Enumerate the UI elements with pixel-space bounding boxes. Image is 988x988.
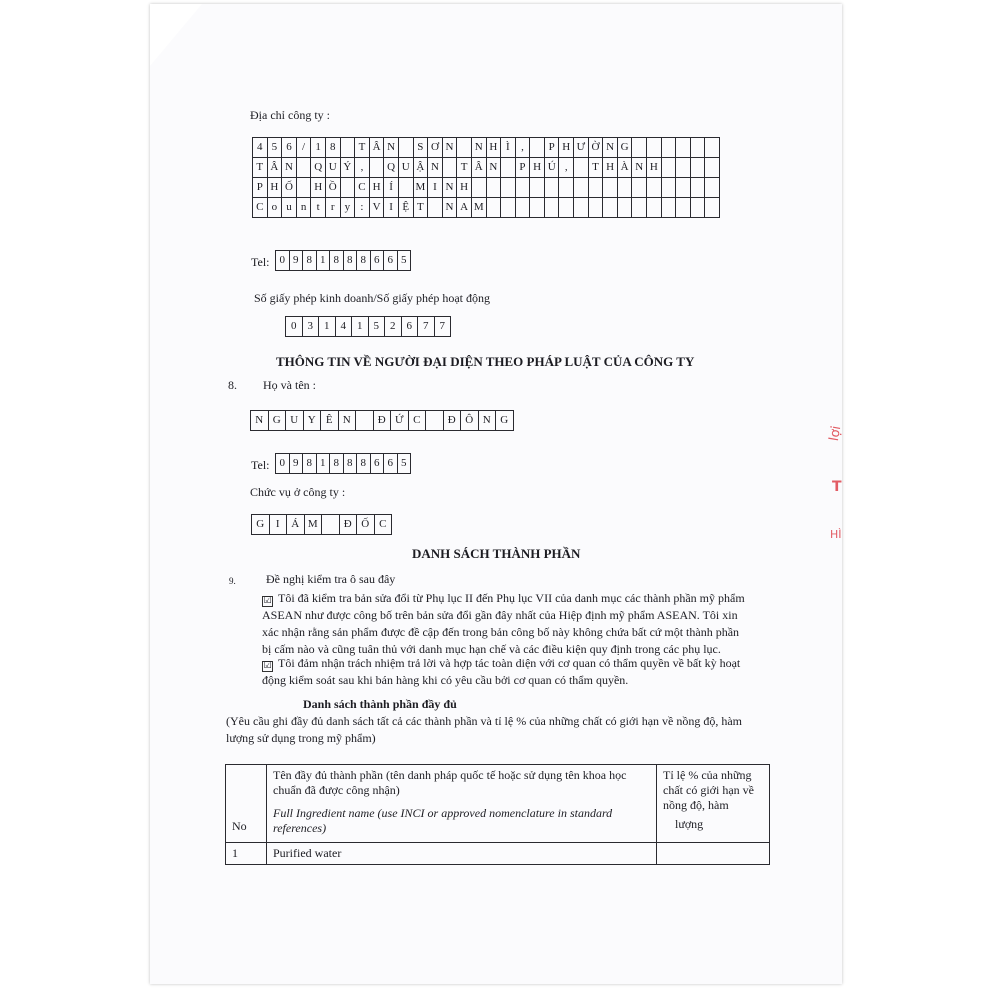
- address-char-cell: [676, 158, 691, 178]
- address-char-cell: [341, 138, 356, 158]
- address-char-cell: [662, 178, 677, 198]
- address-char-cell: À: [618, 158, 633, 178]
- address-char-cell: Q: [384, 158, 399, 178]
- address-char-cell: H: [311, 178, 326, 198]
- rep-tel-digit-cell: 8: [330, 454, 344, 474]
- address-char-cell: n: [297, 198, 312, 218]
- address-char-cell: [691, 138, 706, 158]
- address-char-cell: /: [297, 138, 312, 158]
- address-char-cell: [705, 138, 720, 158]
- license-digit-cell: 0: [286, 317, 303, 337]
- address-char-cell: I: [384, 198, 399, 218]
- address-char-cell: Ố: [282, 178, 297, 198]
- position-char-cell: G: [252, 515, 270, 535]
- name-char-cell: Ứ: [391, 411, 409, 431]
- name-char-cell: N: [479, 411, 497, 431]
- address-char-cell: Ậ: [414, 158, 429, 178]
- address-char-cell: ,: [355, 158, 370, 178]
- address-char-cell: A: [457, 198, 472, 218]
- address-char-cell: 8: [326, 138, 341, 158]
- address-char-cell: o: [268, 198, 283, 218]
- address-char-cell: 5: [268, 138, 283, 158]
- ingredients-heading: DANH SÁCH THÀNH PHẦN: [412, 546, 581, 561]
- address-char-cell: [501, 158, 516, 178]
- rep-tel-digit-cell: 0: [276, 454, 290, 474]
- address-char-cell: [530, 198, 545, 218]
- address-char-cell: t: [311, 198, 326, 218]
- declaration-paragraph-1: ☑ Tôi đã kiểm tra bản sửa đổi từ Phụ lục II đến Phụ lục VII của danh mục các thành phần mỹ phẩm ASEAN như được công bố trên bản sửa đổi gần đây nhất của Hiệp định mỹ phẩm ASEAN. Tôi xin xác nhận rằng sản phẩm được đề cập đến trong bản công bố này không chứa bất cứ một thành phần bị cấm nào và cũng tuân thủ với danh mục hạn chế và các điều kiện quy định trong các phụ lục.: [262, 591, 745, 656]
- address-char-cell: M: [414, 178, 429, 198]
- address-char-cell: [399, 138, 414, 158]
- position-char-cell: Đ: [340, 515, 358, 535]
- address-char-cell: Ệ: [399, 198, 414, 218]
- position-boxes: [251, 514, 392, 535]
- address-char-cell: T: [457, 158, 472, 178]
- company-tel-digit-cell: 5: [398, 251, 412, 271]
- address-char-cell: P: [545, 138, 560, 158]
- rep-tel-digit-cell: 8: [357, 454, 371, 474]
- address-char-cell: [341, 178, 356, 198]
- address-char-cell: N: [472, 138, 487, 158]
- license-boxes: [285, 316, 451, 337]
- name-char-cell: Ê: [321, 411, 339, 431]
- address-char-cell: r: [326, 198, 341, 218]
- company-tel-digit-cell: 6: [384, 251, 398, 271]
- address-char-cell: [676, 138, 691, 158]
- rep-tel-digit-cell: 1: [317, 454, 331, 474]
- license-label: Số giấy phép kinh doanh/Số giấy phép hoạt động: [254, 291, 490, 305]
- address-char-cell: Â: [370, 138, 385, 158]
- address-char-cell: C: [253, 198, 268, 218]
- license-digit-cell: 6: [402, 317, 419, 337]
- address-char-cell: Ơ: [428, 138, 443, 158]
- address-char-cell: N: [487, 158, 502, 178]
- name-boxes: [250, 410, 514, 431]
- stamp-fragment-2: T: [832, 479, 842, 495]
- address-char-cell: [705, 178, 720, 198]
- address-char-cell: H: [559, 138, 574, 158]
- header-ingredient-name: Tên đầy đủ thành phần (tên danh pháp quốc tế hoặc sử dụng tên khoa học chuẩn đã được công nhận) Full Ingredient name (use INCI or approved nomenclature in standard references): [267, 765, 657, 843]
- address-char-cell: Â: [472, 158, 487, 178]
- address-char-cell: H: [487, 138, 502, 158]
- address-char-cell: [545, 178, 560, 198]
- address-char-cell: 4: [253, 138, 268, 158]
- address-char-cell: Ờ: [589, 138, 604, 158]
- ingredients-table: [225, 764, 770, 865]
- license-digit-cell: 1: [319, 317, 336, 337]
- name-char-cell: [426, 411, 444, 431]
- position-char-cell: [322, 515, 340, 535]
- address-char-cell: [501, 198, 516, 218]
- address-char-cell: P: [253, 178, 268, 198]
- name-char-cell: N: [251, 411, 269, 431]
- address-char-cell: [559, 198, 574, 218]
- address-char-cell: [589, 178, 604, 198]
- full-list-title: Danh sách thành phần đầy đủ: [303, 697, 457, 711]
- address-char-cell: [574, 198, 589, 218]
- company-tel-boxes: [275, 250, 411, 271]
- address-char-cell: Â: [268, 158, 283, 178]
- company-tel-digit-cell: 0: [276, 251, 290, 271]
- company-tel-digit-cell: 8: [330, 251, 344, 271]
- license-digit-cell: 1: [352, 317, 369, 337]
- checked-box-icon: ☑: [263, 596, 272, 606]
- rep-tel-label: Tel:: [251, 458, 270, 472]
- address-char-cell: N: [603, 138, 618, 158]
- address-char-cell: ,: [559, 158, 574, 178]
- company-tel-digit-cell: 8: [303, 251, 317, 271]
- address-char-cell: [662, 158, 677, 178]
- address-char-cell: [632, 138, 647, 158]
- checked-box-icon: ☑: [263, 661, 272, 671]
- address-char-cell: ,: [516, 138, 531, 158]
- check-request: Đề nghị kiểm tra ô sau đây: [266, 572, 396, 586]
- address-char-cell: [399, 178, 414, 198]
- rep-tel-digit-cell: 8: [344, 454, 358, 474]
- position-label: Chức vụ ở công ty :: [250, 485, 346, 499]
- address-char-cell: [632, 178, 647, 198]
- address-label: Địa chỉ công ty :: [250, 108, 330, 122]
- address-char-cell: [691, 178, 706, 198]
- section-9-number: 9.: [229, 576, 236, 586]
- address-char-cell: U: [326, 158, 341, 178]
- row-no: 1: [226, 843, 267, 865]
- name-char-cell: C: [409, 411, 427, 431]
- name-char-cell: [356, 411, 374, 431]
- address-char-cell: u: [282, 198, 297, 218]
- address-char-cell: T: [589, 158, 604, 178]
- address-char-cell: [428, 198, 443, 218]
- name-char-cell: U: [286, 411, 304, 431]
- address-char-cell: H: [268, 178, 283, 198]
- rep-tel-digit-cell: 6: [384, 454, 398, 474]
- rep-tel-boxes: [275, 453, 411, 474]
- address-char-cell: [457, 138, 472, 158]
- address-char-cell: y: [341, 198, 356, 218]
- address-char-cell: [297, 158, 312, 178]
- address-char-cell: [559, 178, 574, 198]
- address-char-cell: T: [253, 158, 268, 178]
- full-list-note-2: lượng sử dụng trong mỹ phẩm): [226, 731, 376, 745]
- address-char-cell: [530, 178, 545, 198]
- address-char-cell: Q: [311, 158, 326, 178]
- address-char-cell: [618, 178, 633, 198]
- stamp-fragment-3: HÌ: [830, 528, 842, 541]
- address-char-cell: [632, 198, 647, 218]
- company-tel-digit-cell: 8: [344, 251, 358, 271]
- address-char-cell: [574, 158, 589, 178]
- address-char-cell: [647, 138, 662, 158]
- address-char-cell: :: [355, 198, 370, 218]
- address-char-cell: [370, 158, 385, 178]
- license-digit-cell: 4: [336, 317, 353, 337]
- address-char-cell: Í: [384, 178, 399, 198]
- address-char-cell: [603, 198, 618, 218]
- address-char-cell: G: [618, 138, 633, 158]
- company-tel-digit-cell: 8: [357, 251, 371, 271]
- address-char-cell: [297, 178, 312, 198]
- address-char-cell: [443, 158, 458, 178]
- address-char-cell: Ý: [341, 158, 356, 178]
- rep-tel-digit-cell: 8: [303, 454, 317, 474]
- address-char-cell: [676, 178, 691, 198]
- address-char-cell: H: [603, 158, 618, 178]
- address-char-cell: S: [414, 138, 429, 158]
- name-char-cell: G: [269, 411, 287, 431]
- address-char-cell: N: [282, 158, 297, 178]
- address-char-cell: [501, 178, 516, 198]
- name-char-cell: Đ: [374, 411, 392, 431]
- position-char-cell: I: [270, 515, 288, 535]
- address-char-cell: [662, 198, 677, 218]
- address-char-cell: N: [443, 178, 458, 198]
- position-char-cell: C: [375, 515, 393, 535]
- row-percentage: [657, 843, 770, 865]
- address-char-cell: [647, 198, 662, 218]
- company-tel-digit-cell: 9: [290, 251, 304, 271]
- stamp-fragment-1: lợi: [826, 424, 845, 443]
- row-ingredient-name: Purified water: [267, 843, 657, 865]
- rep-tel-digit-cell: 6: [371, 454, 385, 474]
- license-digit-cell: 3: [303, 317, 320, 337]
- address-char-cell: [705, 198, 720, 218]
- address-char-cell: [662, 138, 677, 158]
- address-char-cell: [516, 198, 531, 218]
- address-char-cell: [530, 138, 545, 158]
- address-char-cell: N: [384, 138, 399, 158]
- address-char-cell: M: [472, 198, 487, 218]
- address-char-cell: C: [355, 178, 370, 198]
- address-char-cell: [618, 198, 633, 218]
- section-8-number: 8.: [228, 378, 237, 392]
- address-char-cell: [705, 158, 720, 178]
- address-char-cell: [691, 158, 706, 178]
- address-char-cell: [691, 198, 706, 218]
- address-char-cell: [647, 178, 662, 198]
- address-char-cell: [589, 198, 604, 218]
- license-digit-cell: 2: [385, 317, 402, 337]
- name-char-cell: G: [496, 411, 514, 431]
- address-char-cell: T: [414, 198, 429, 218]
- address-char-cell: Ú: [545, 158, 560, 178]
- name-char-cell: N: [339, 411, 357, 431]
- license-digit-cell: 7: [418, 317, 435, 337]
- address-char-cell: U: [399, 158, 414, 178]
- address-char-cell: T: [355, 138, 370, 158]
- address-char-cell: I: [428, 178, 443, 198]
- address-char-cell: [516, 178, 531, 198]
- company-tel-digit-cell: 6: [371, 251, 385, 271]
- address-char-cell: [676, 198, 691, 218]
- representative-heading: THÔNG TIN VỀ NGƯỜI ĐẠI DIỆN THEO PHÁP LUẬT CỦA CÔNG TY: [276, 354, 695, 369]
- address-char-cell: V: [370, 198, 385, 218]
- address-char-cell: H: [647, 158, 662, 178]
- declaration-paragraph-2: ☑ Tôi đảm nhận trách nhiệm trả lời và hợp tác toàn diện với cơ quan có thẩm quyền về bất kỳ hoạt động kiểm soát sau khi bán hàng khi có yêu cầu bởi cơ quan có thẩm quyền.: [262, 656, 741, 687]
- header-percentage: Tỉ lệ % của những chất có giới hạn về nồng độ, hàm lượng: [657, 765, 770, 843]
- address-char-cell: P: [516, 158, 531, 178]
- page-fold-corner: [150, 4, 202, 66]
- position-char-cell: Ố: [357, 515, 375, 535]
- license-digit-cell: 5: [369, 317, 386, 337]
- address-char-cell: [574, 178, 589, 198]
- position-char-cell: M: [305, 515, 323, 535]
- license-digit-cell: 7: [435, 317, 452, 337]
- address-char-cell: H: [370, 178, 385, 198]
- address-char-cell: H: [530, 158, 545, 178]
- address-char-cell: Ư: [574, 138, 589, 158]
- table-header-row: [226, 765, 770, 843]
- header-no: No: [226, 765, 267, 843]
- address-char-cell: H: [457, 178, 472, 198]
- name-char-cell: Y: [304, 411, 322, 431]
- address-char-cell: [603, 178, 618, 198]
- address-char-cell: Ồ: [326, 178, 341, 198]
- address-char-cell: N: [443, 138, 458, 158]
- full-list-note-1: (Yêu cầu ghi đầy đủ danh sách tất cả các thành phần và tỉ lệ % của những chất có giới hạn về nồng độ, hàm: [226, 714, 743, 728]
- name-char-cell: Ô: [461, 411, 479, 431]
- table-row: [226, 843, 770, 865]
- address-char-cell: Ì: [501, 138, 516, 158]
- company-tel-digit-cell: 1: [317, 251, 331, 271]
- address-char-cell: 6: [282, 138, 297, 158]
- position-char-cell: Á: [287, 515, 305, 535]
- rep-tel-digit-cell: 5: [398, 454, 412, 474]
- address-char-cell: [487, 178, 502, 198]
- address-char-cell: N: [428, 158, 443, 178]
- address-grid: [252, 137, 720, 218]
- address-char-cell: [487, 198, 502, 218]
- name-label: Họ và tên :: [263, 378, 316, 392]
- company-tel-label: Tel:: [251, 255, 270, 269]
- address-char-cell: [472, 178, 487, 198]
- rep-tel-digit-cell: 9: [290, 454, 304, 474]
- address-char-cell: N: [632, 158, 647, 178]
- address-char-cell: [545, 198, 560, 218]
- name-char-cell: Đ: [444, 411, 462, 431]
- address-char-cell: N: [443, 198, 458, 218]
- address-char-cell: 1: [311, 138, 326, 158]
